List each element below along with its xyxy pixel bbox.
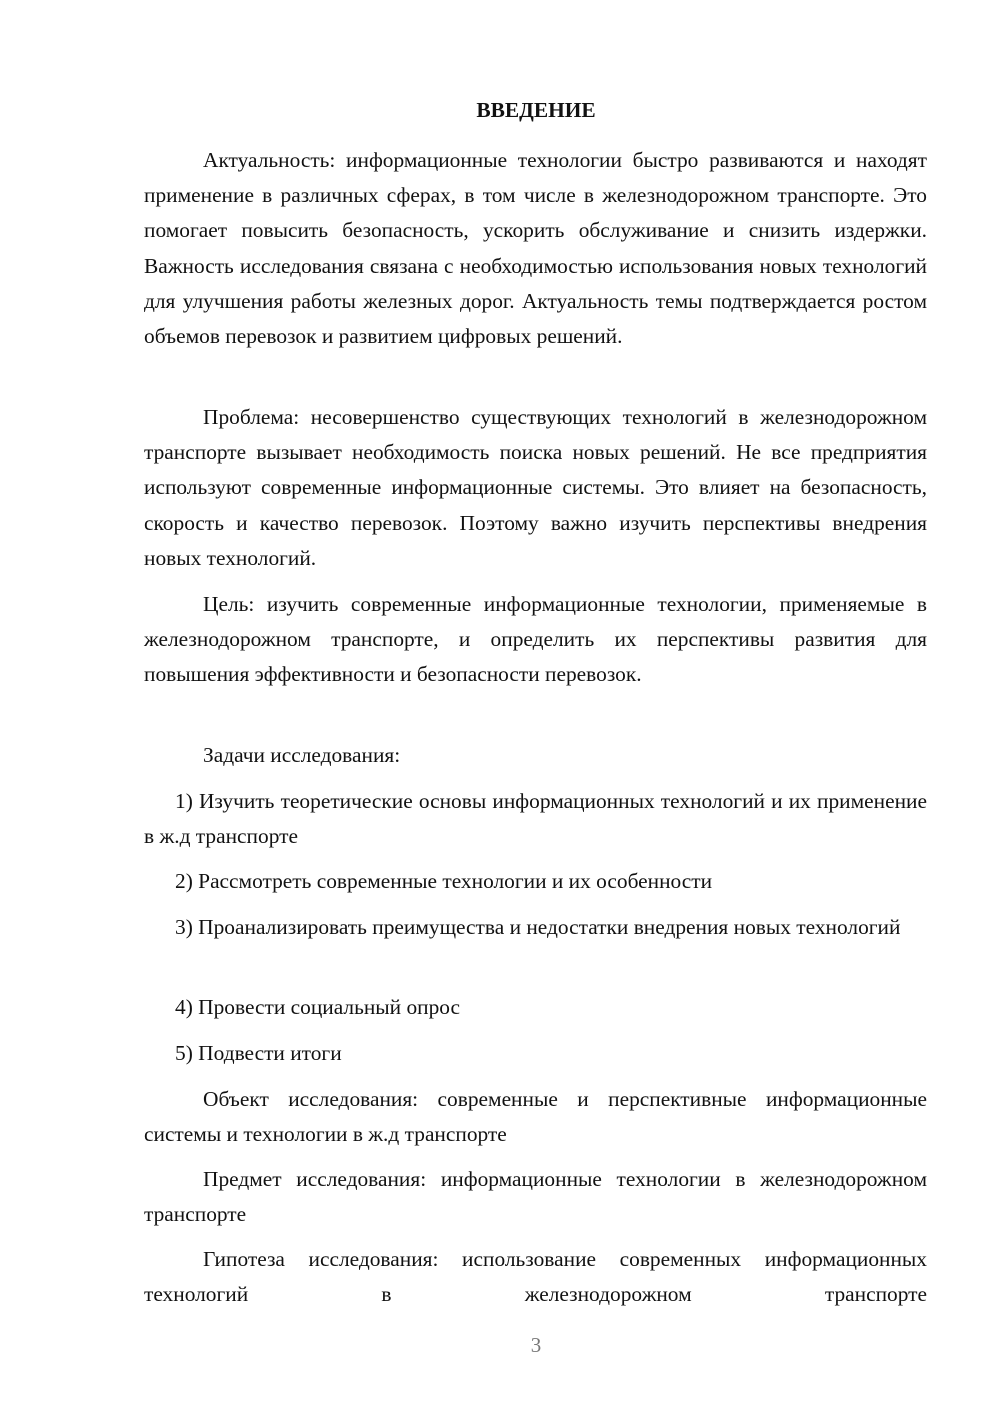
paragraph-relevance: Актуальность: информационные технологии быстро развиваются и находят применение в различных сферах, в том числе в железнодорожном транспорте. Это помогает повысить безопасность, ускорить обслуживание и снизить издержки. Важность исследования связана с необходимостью использования новых технологий для улучшения работы железных дорог. Актуальность темы подтверждается ростом объемов перевозок и развитием цифровых решений. bbox=[144, 148, 927, 349]
paragraph-goal: Цель: изучить современные информационные технологии, применяемые в железнодорожном транспорте, и определить их перспективы развития для повышения эффективности и безопасности перевозок. bbox=[144, 592, 927, 687]
paragraph-hypothesis: Гипотеза исследования: использование современных информационных технологий в железнодорожном транспорте bbox=[144, 1247, 927, 1307]
paragraph-object: Объект исследования: современные и перспективные информационные системы и технологии в ж.д транспорте bbox=[144, 1087, 927, 1147]
page-title: ВВЕДЕНИЕ bbox=[476, 98, 596, 122]
tasks-title: Задачи исследования: bbox=[203, 743, 401, 767]
task-item-1: 1) Изучить теоретические основы информационных технологий и их применение в ж.д транспорте bbox=[144, 789, 927, 849]
paragraph-problem: Проблема: несовершенство существующих технологий в железнодорожном транспорте вызывает необходимость поиска новых решений. Не все предприятия используют современные информационные системы. Это влияет на безопасность, скорость и качество перевозок. Поэтому важно изучить перспективы внедрения новых технологий. bbox=[144, 405, 927, 570]
task-item-2: 2) Рассмотреть современные технологии и их особенности bbox=[175, 869, 713, 893]
page-number: 3 bbox=[530, 1333, 542, 1357]
task-item-5: 5) Подвести итоги bbox=[175, 1041, 342, 1065]
paragraph-subject: Предмет исследования: информационные технологии в железнодорожном транспорте bbox=[144, 1167, 927, 1227]
task-item-4: 4) Провести социальный опрос bbox=[175, 995, 461, 1019]
task-item-3: 3) Проанализировать преимущества и недостатки внедрения новых технологий bbox=[175, 915, 901, 939]
